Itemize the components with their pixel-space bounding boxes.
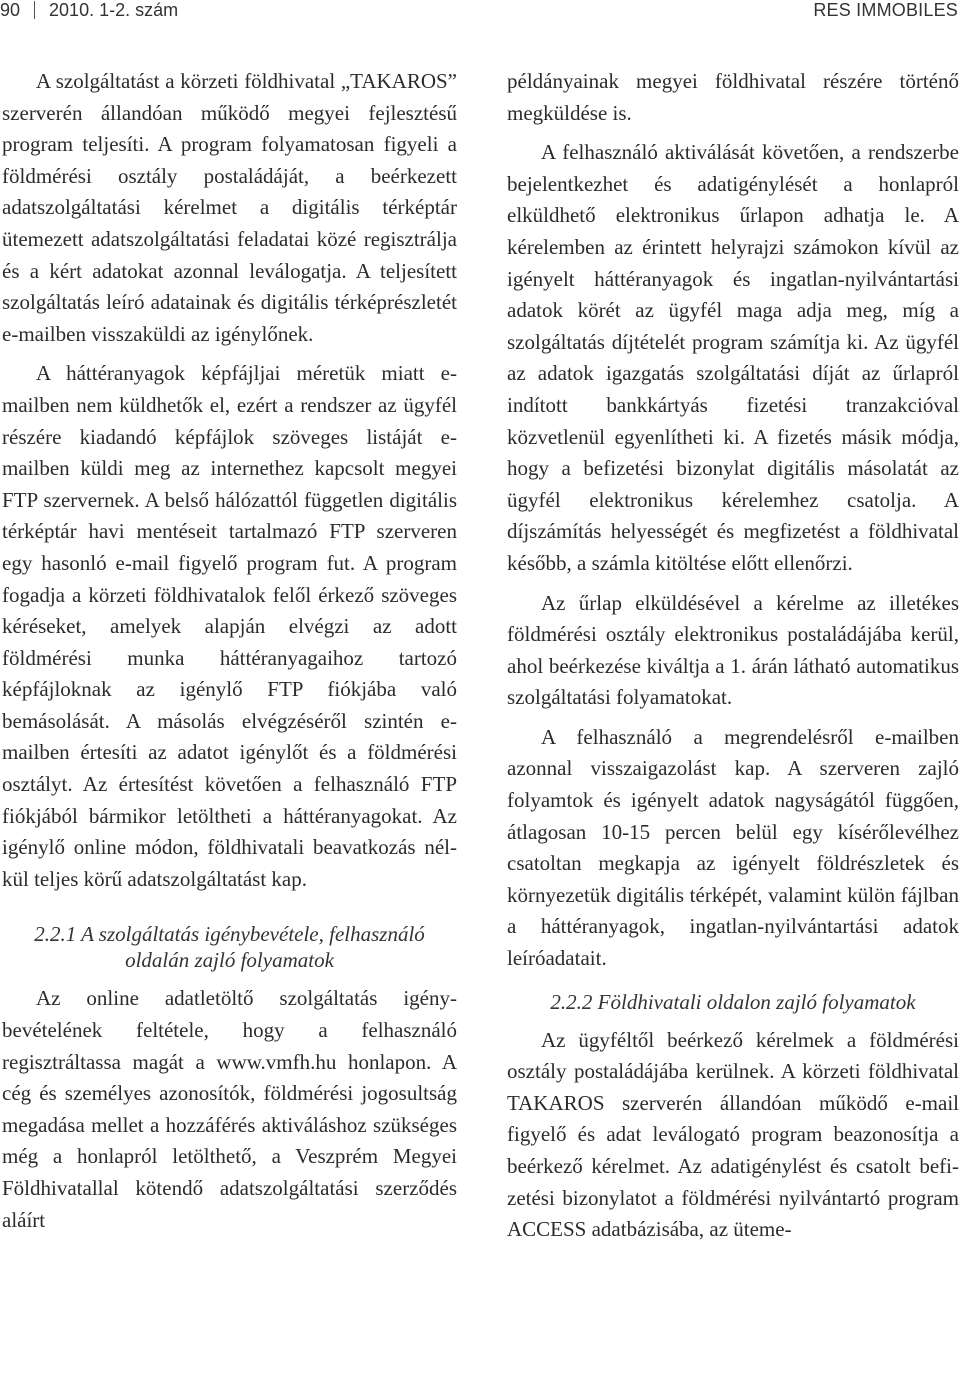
right-column <box>507 66 959 1246</box>
body-paragraph: Az ügyféltől beérkező kérelmek a földmérési osztály postaládájába kerülnek. A körzeti földhivatal TAKAROS szerverén állandóan működő e-mail figyelő és adat leválogató program beazonosítja a beérkező kérelmet. Az adatigénylést és csatolt befizetési bizonylatot a földmérési nyilvántartó program ACCESS adatbázisába, az üteme- <box>507 1027 959 1242</box>
journal-title: RES IMMOBILES <box>813 0 958 20</box>
running-header <box>0 0 960 26</box>
issue-label: 2010. 1-2. szám <box>49 0 179 20</box>
body-paragraph: A háttéranyagok képfájljai méretük miatt e-mailben nem küldhetők el, ezért a rendszer az ügyfél részére kiadandó képfájlok szöveges listáját e-mailben küldi meg az internethez kapcsolt megyei FTP szervernek. A belső hálózattól független digitális térképtár havi mentéseit tartalmazó FTP szerveren egy hasonló e-mail figyelő program fut. A program fogadja a körzeti földhivatalok felől érkező szöveges kéréseket, amelyek alapján elvégzi az adott földmérési munka háttéranyagaihoz tartozó képfájloknak az igénylő FTP fiókjába való bemásolását. A másolás elvégzéséről szintén e-mailben értesíti az adatot igénylőt és a földmérési osztályt. Az értesítést követően a felhasználó FTP fiókjából bármikor letöltheti a háttéranyagokat. Az igénylő online módon, földhivatali beavatkozás nélkül teljes körű adatszolgáltatást kap. <box>2 361 457 891</box>
body-paragraph: A felhasználó a megrendelésről e-mailben azonnal visszaigazolást kap. A szerveren zajló folyamtok és igényelt adatok nagyságától függően, átlagosan 10-15 percen belül egy kísérőlevélhez csatoltan megkapja az igényelt földrészletek és környezetük digitális térképét, valamint külön fájlban a háttéranyagok, ingatlan-nyilvántartási adatok leíróadatait. <box>507 724 959 971</box>
header-divider <box>34 1 35 19</box>
page-number: 90 <box>0 0 21 20</box>
body-paragraph: Az online adatletöltő szolgáltatás igénybevételének feltétele, hogy a felhasználó regisztráltassa magát a www.vmfh.hu honlapon. A cég és személyes azonosítók, földmérési jogosultság megadása mellet a hozzáférés aktiváláshoz szükséges még a honlapról letölthető, a Veszprém Megyei Földhivatallal kötendő adatszolgáltatási szerződés aláírt <box>2 986 457 1232</box>
body-paragraph: A felhasználó aktiválását követően, a rendszerbe bejelentkezhet és adatigénylését a honlapról elküldhető elektronikus űrlapon adhatja le. A kérelemben az érintett helyrajzi számokon kívül az igényelt háttéranyagok és ingatlan-nyilvántartási adatok körét az ügyfél maga adja meg, míg a szolgáltatás díjtételét program számítja ki. Az ügyfél az adatok igazgatás szolgáltatási díját az űrlapról indított bankkártyás fizetési tranzakcióval közvetlenül egyenlítheti ki. A fizetés másik módja, hogy a befizetési bizonylat digitális másolatát az ügyfél elektronikus kérelemhez csatolja. A díjszámítás helyességét és megfizetést a földhivatal később, a számla kitöltése előtt ellenőrzi. <box>507 140 959 575</box>
section-heading-2-2-1: 2.2.1 A szolgáltatás igénybevétele, felhasználó oldalán zajló folyamatok <box>34 922 425 973</box>
header-left <box>0 0 178 21</box>
section-heading-2-2-2: 2.2.2 Földhivatali oldalon zajló folyamatok <box>550 989 916 1014</box>
body-paragraph: Az űrlap elküldésével a kérelme az illetékes földmérési osztály elektronikus postaládájába kerül, ahol beérkezése kiváltja a 1. árán látható automatikus szolgáltatási folyamatokat. <box>507 590 959 710</box>
body-paragraph: példányainak megyei földhivatal részére történő megküldése is. <box>507 69 959 125</box>
left-column <box>2 66 457 1236</box>
body-paragraph: A szolgáltatást a körzeti földhivatal „TAKAROS” szerverén állandóan működő megyei fejlesztésű program teljesíti. A program folyamatosan figyeli a földmérési osztály postaládáját, a beérkezett adatszolgáltatási kérelmet a digitális térképtár ütemezett adatszolgáltatási feladatai közé regisztrálja és a kért adatokat azonnal leválogatja. A teljesített szolgáltatás leíró adatainak és digitális térképrészletét e-mailben visszaküldi az igénylőnek. <box>2 69 457 346</box>
